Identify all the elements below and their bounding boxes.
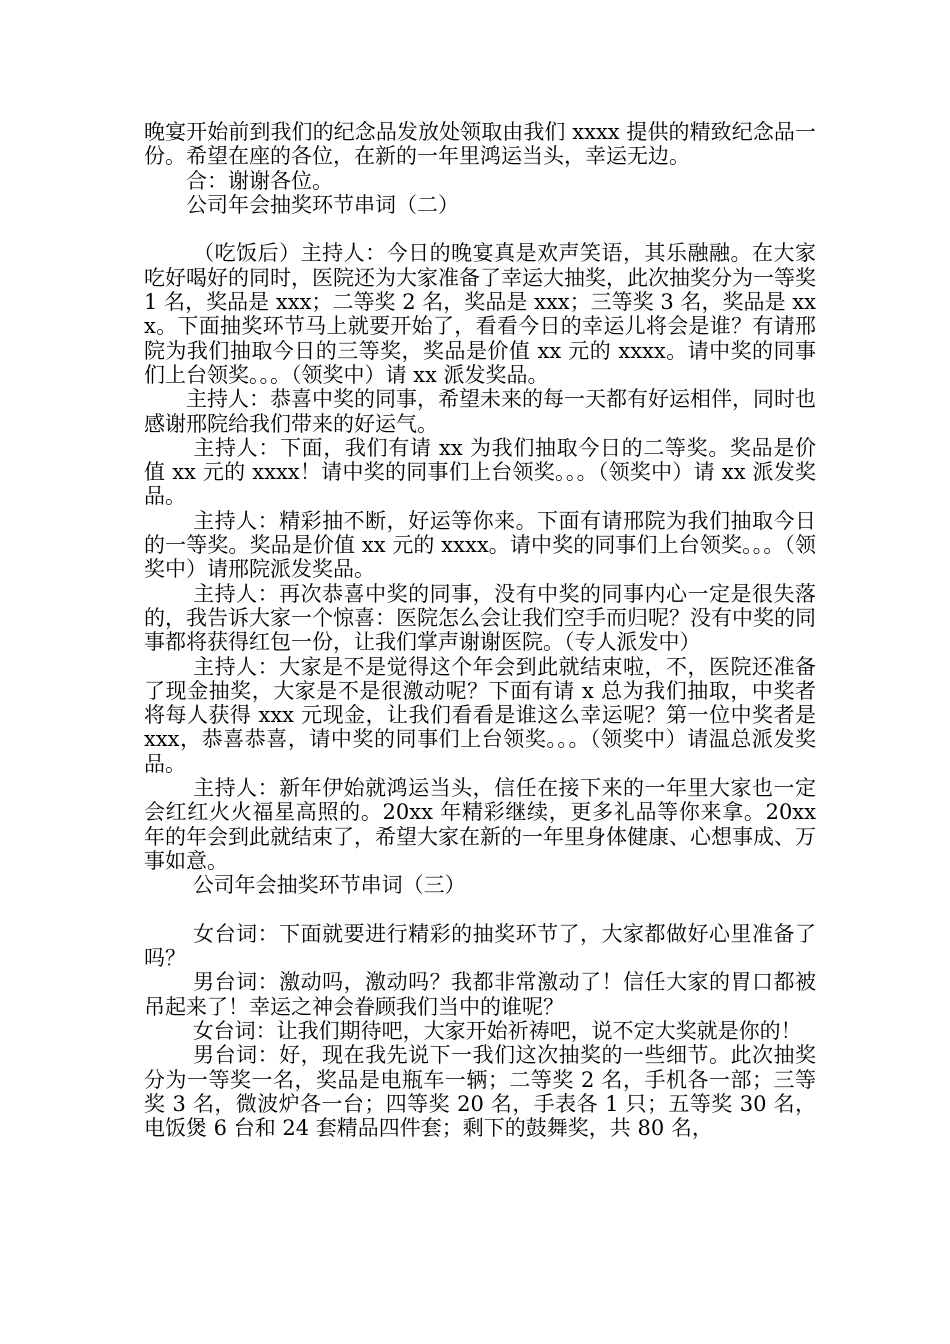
section-heading-two: 公司年会抽奖环节串词（二） [186, 192, 459, 217]
paragraph-host-closing: 主持人：新年伊始就鸿运当头，信任在接下来的一年里大家也一定会红红火火福星高照的。20xx 年精彩继续，更多礼品等你来拿。20xx 年的年会到此就结束了，希望大家在新的一年里身体健康、心想事成、万事如意。 [144, 776, 823, 873]
paragraph-host-red-envelope: 主持人：再次恭喜中奖的同事，没有中奖的同事内心一定是很失落的，我告诉大家一个惊喜：医院怎么会让我们空手而归呢？没有中奖的同事都将获得红包一份，让我们掌声谢谢医院。（专人派发中） [144, 581, 816, 655]
paragraph-host-cash-draw: 主持人：大家是不是觉得这个年会到此就结束啦，不，医院还准备了现金抽奖，大家是不是很激动呢？下面有请 x 总为我们抽取，中奖者将每人获得 xxx 元现金，让我们看看是谁这么幸运呢？第一位中奖者是 xxx，恭喜恭喜，请中奖的同事们上台领奖。。。（领奖中）请温总派发奖品。 [144, 654, 823, 776]
section-heading-three: 公司年会抽奖环节串词（三） [186, 873, 466, 898]
paragraph-souvenir: 晚宴开始前到我们的纪念品发放处领取由我们 xxxx 提供的精致纪念品一份。希望在座的各位，在新的一年里鸿运当头，幸运无边。 [144, 120, 816, 169]
paragraph-host-dinner: （吃饭后）主持人：今日的晚宴真是欢声笑语，其乐融融。在大家吃好喝好的同时，医院还为大家准备了幸运大抽奖，此次抽奖分为一等奖 1 名，奖品是 xxx；二等奖 2 名，奖品是 xxx；三等奖 3 名，奖品是 xxx。下面抽奖环节马上就要开始了，看看今日的幸运儿将会是谁？有请邢院为我们抽取今日的三等奖，奖品是价值 xx 元的 xxxx。请中奖的同事们上台领奖。。。（领奖中）请 xx 派发奖品。 [144, 241, 823, 387]
paragraph-host-second-prize: 主持人：下面，我们有请 xx 为我们抽取今日的二等奖。奖品是价值 xx 元的 xxxx！请中奖的同事们上台领奖。。。（领奖中）请 xx 派发奖品。 [144, 435, 816, 509]
paragraph-male-line-2: 男台词：好，现在我先说下一我们这次抽奖的一些细节。此次抽奖分为一等奖一名，奖品是电瓶车一辆；二等奖 2 名，手机各一部；三等奖 3 名，微波炉各一台；四等奖 20 名，手表各 1 只；五等奖 30 名，电饭煲 6 台和 24 套精品四件套；剩下的鼓舞奖，共 80 名， [144, 1043, 816, 1141]
paragraph-thanks: 合：谢谢各位。 [186, 168, 333, 193]
document-page [144, 120, 823, 1141]
paragraph-male-line-1: 男台词：激动吗，激动吗？我都非常激动了！信任大家的胃口都被吊起来了！幸运之神会眷顾我们当中的谁呢？ [144, 970, 816, 1019]
paragraph-host-first-prize: 主持人：精彩抽不断，好运等你来。下面有请邢院为我们抽取今日的一等奖。奖品是价值 xx 元的 xxxx。请中奖的同事们上台领奖。。。（领奖中）请邢院派发奖品。 [144, 508, 816, 582]
paragraph-host-congrats: 主持人：恭喜中奖的同事，希望未来的每一天都有好运相伴，同时也感谢邢院给我们带来的好运气。 [144, 387, 816, 436]
paragraph-female-line-2: 女台词：让我们期待吧，大家开始祈祷吧，说不定大奖就是你的！ [186, 1018, 802, 1043]
paragraph-female-line-1: 女台词：下面就要进行精彩的抽奖环节了，大家都做好心里准备了吗？ [144, 921, 816, 971]
